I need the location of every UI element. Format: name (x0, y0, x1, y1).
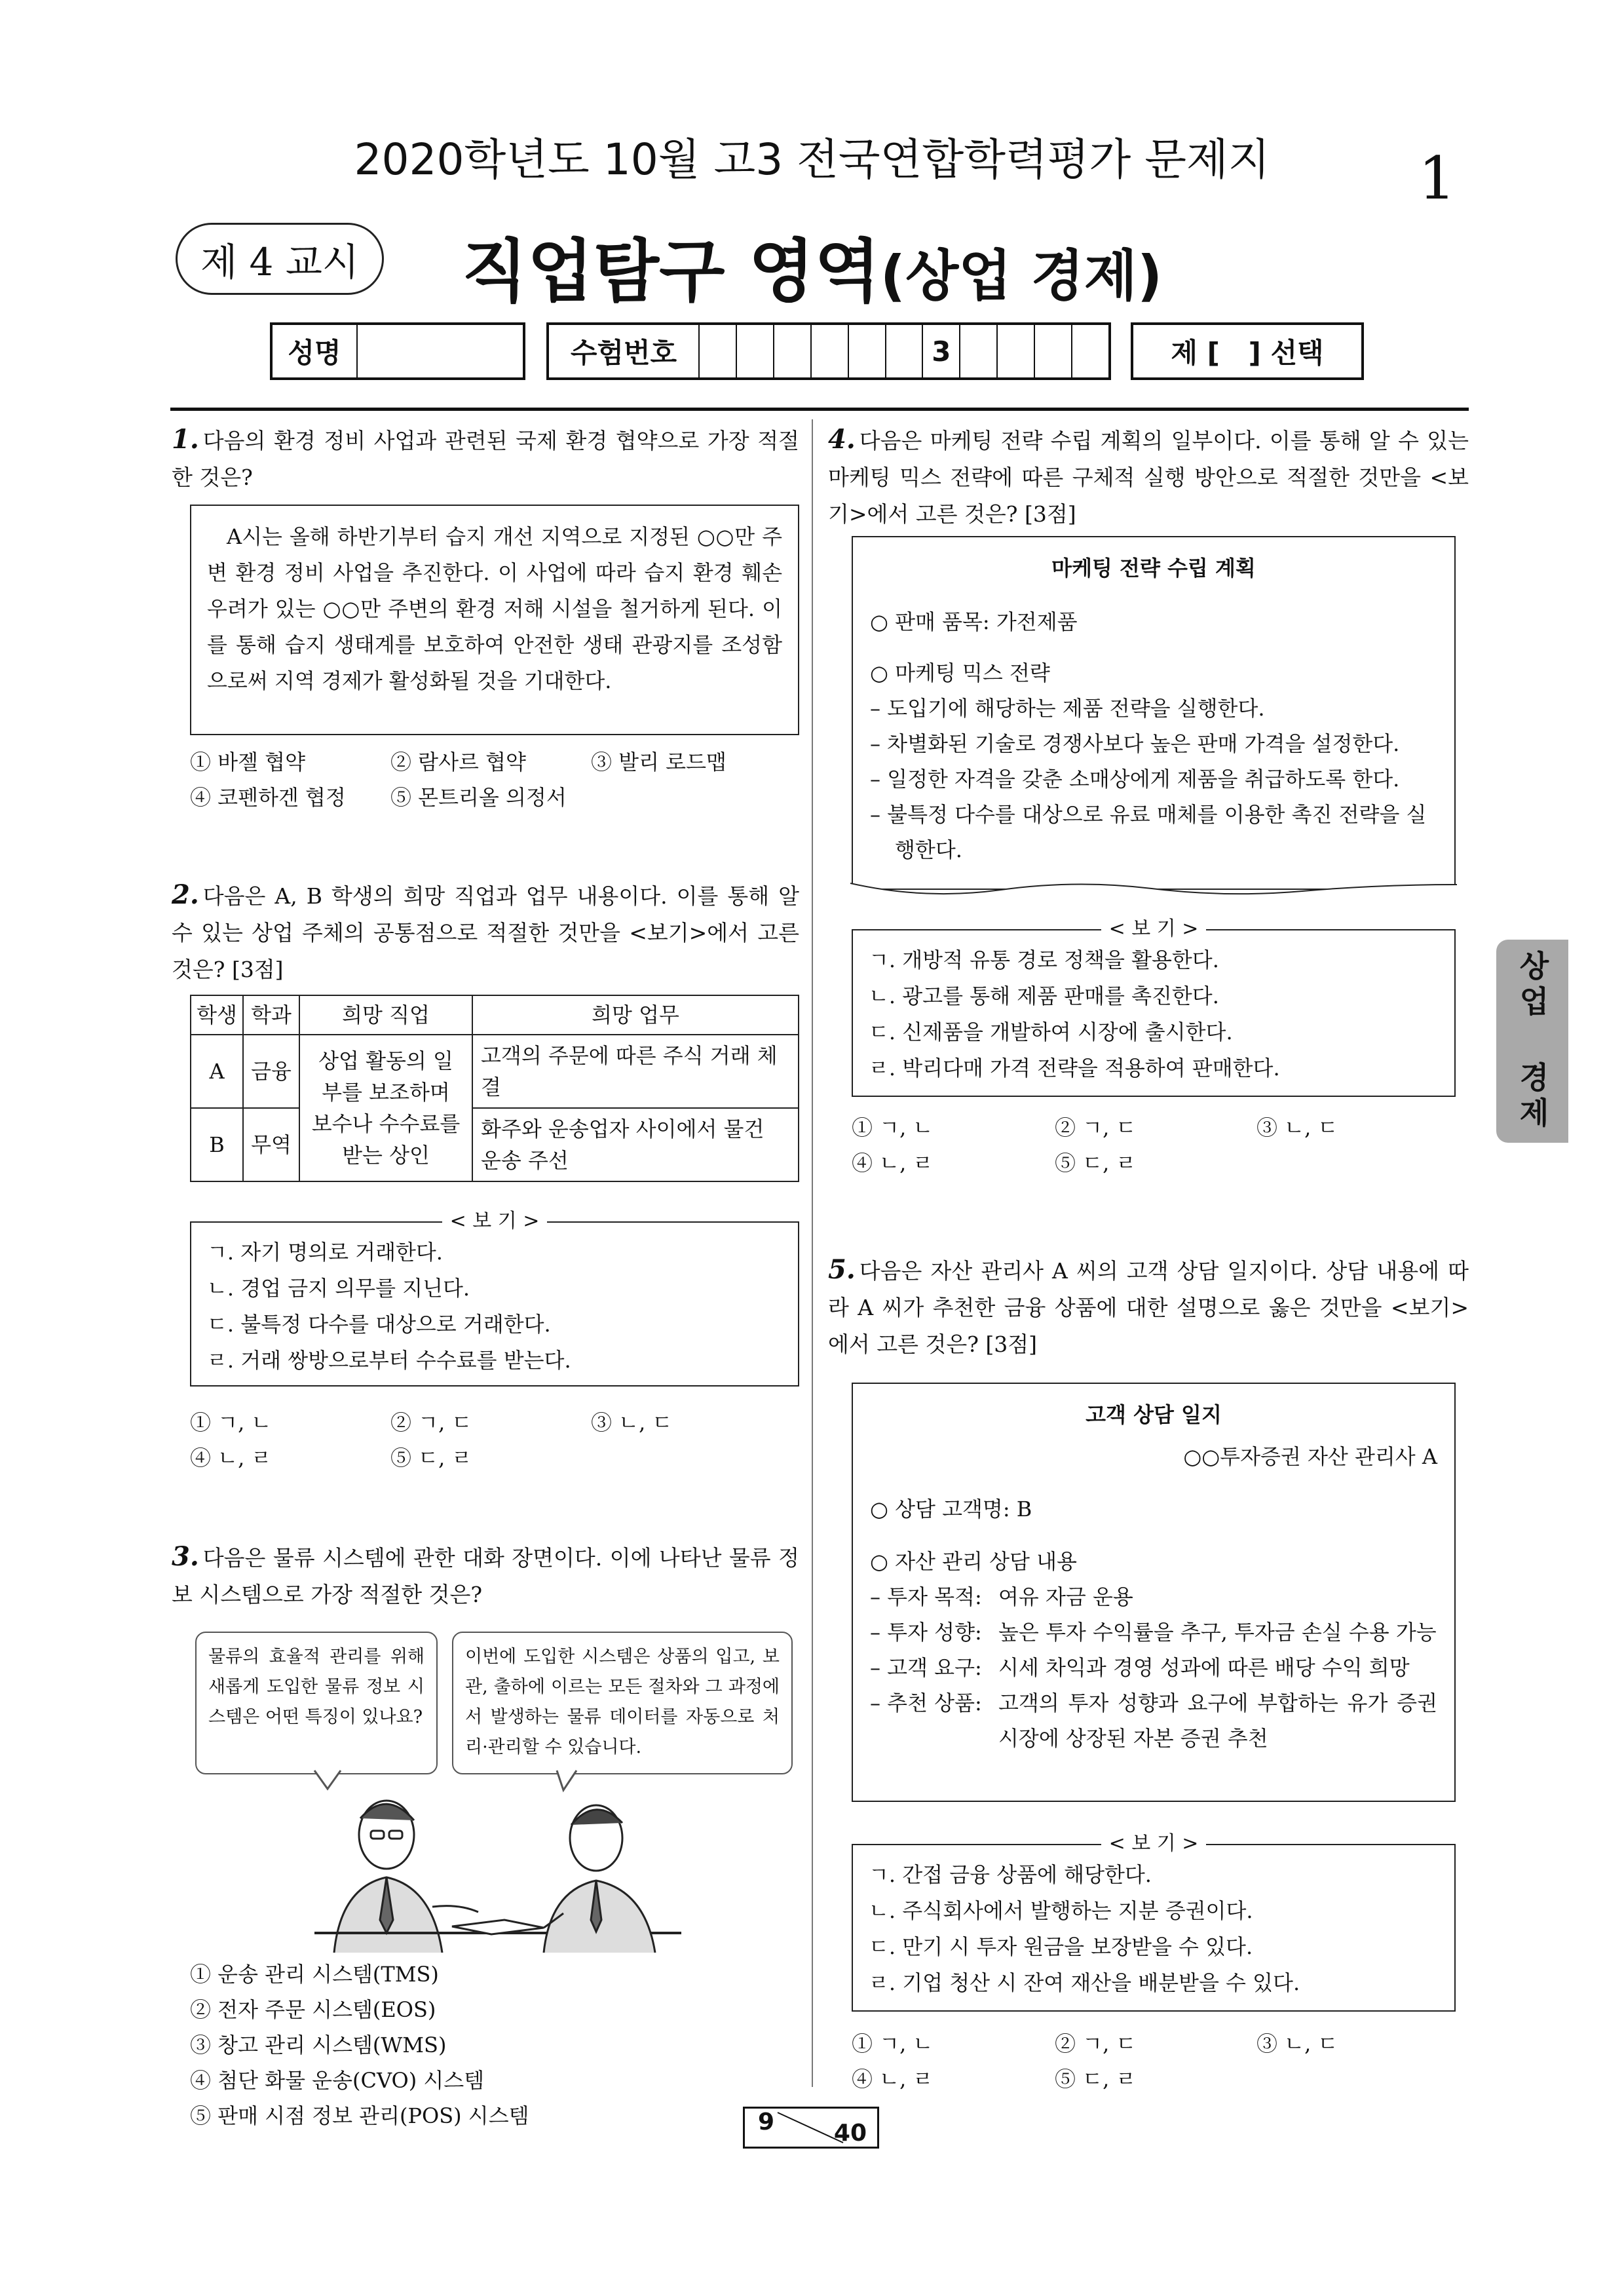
doc-row-key: – 고객 요구: (870, 1655, 982, 1680)
marketing-plan-doc (852, 536, 1456, 890)
exam-number-label: 수험번호 (549, 325, 700, 377)
bogi-item: ㄹ. 기업 청산 시 잔여 재산을 배분받을 수 있다. (869, 1970, 1300, 1995)
option-5[interactable]: ⑤ 몬트리올 의정서 (390, 785, 567, 810)
exam-number-digit[interactable] (1072, 325, 1108, 377)
subject-paren: (상업 경제) (880, 244, 1163, 308)
question-5-bogi (852, 1832, 1456, 2012)
doc-client: ○ 상담 고객명: B (870, 1497, 1032, 1521)
name-label: 성명 (273, 325, 358, 377)
exam-number-digit[interactable] (1035, 325, 1072, 377)
option-3[interactable]: ③ ㄴ, ㄷ (591, 1410, 673, 1435)
table-header-dept: 학과 (243, 995, 299, 1035)
option-3[interactable]: ③ ㄴ, ㄷ (1256, 1115, 1338, 1140)
exam-number-digit[interactable]: 3 (923, 325, 960, 377)
question-1-text: 다음의 환경 정비 사업과 관련된 국제 환경 협약으로 가장 적절한 것은? (172, 428, 799, 490)
doc-row-key: – 추천 상품: (870, 1691, 982, 1715)
option-4[interactable]: ④ ㄴ, ㄹ (852, 2067, 934, 2092)
side-tab-label: 상업 경제 (1515, 950, 1550, 1132)
bogi-item: ㄴ. 경업 금지 의무를 지닌다. (207, 1276, 470, 1301)
column-divider (812, 419, 813, 2087)
exam-number-digit[interactable] (774, 325, 812, 377)
option-2[interactable]: ② ㄱ, ㄷ (1055, 1115, 1137, 1140)
doc-content-head: ○ 자산 관리 상담 내용 (870, 1549, 1077, 1574)
speech-bubble-right: 이번에 도입한 시스템은 상품의 입고, 보관, 출하에 이르는 모든 절차와 그 과정에서 발생하는 물류 데이터를 자동으로 처리·관리할 수 있습니다. (452, 1632, 793, 1774)
bogi-item: ㄴ. 주식회사에서 발행하는 지분 증권이다. (869, 1898, 1253, 1923)
exam-number-digit[interactable] (700, 325, 737, 377)
exam-number-field[interactable] (546, 322, 1111, 380)
doc-row (870, 1579, 1437, 1615)
bogi-item: ㄷ. 신제품을 개발하여 시장에 출시한다. (869, 1020, 1233, 1044)
bogi-title: < 보 기 > (1101, 917, 1207, 940)
doc-mix-head: ○ 마케팅 믹스 전략 (870, 660, 1050, 685)
doc-row (870, 1615, 1437, 1650)
question-5-text: 다음은 자산 관리사 A 씨의 고객 상담 일지이다. 상담 내용에 따라 A 씨가 추천한 금융 상품에 대한 설명으로 옳은 것만을 <보기>에서 고른 것은? [3점] (828, 1258, 1469, 1357)
option-4[interactable]: ④ 코펜하겐 협정 (190, 785, 346, 810)
option-4[interactable]: ④ ㄴ, ㄹ (852, 1151, 934, 1176)
question-4-bogi (852, 917, 1456, 1097)
exam-number-digit[interactable] (886, 325, 924, 377)
doc-title: 마케팅 전략 수립 계획 (1051, 556, 1256, 581)
exam-number-digit[interactable] (812, 325, 849, 377)
bogi-title: < 보 기 > (1101, 1832, 1207, 1855)
bogi-item: ㄷ. 만기 시 투자 원금을 보장받을 수 있다. (869, 1934, 1253, 1959)
torn-edge (850, 882, 1457, 902)
doc-mix-line: – 차별화된 기술로 경쟁사보다 높은 판매 가격을 설정한다. (870, 731, 1400, 756)
doc-title: 고객 상담 일지 (1086, 1402, 1222, 1427)
option-2[interactable]: ② ㄱ, ㄷ (390, 1410, 472, 1435)
option-5[interactable]: ⑤ ㄷ, ㄹ (1055, 2067, 1137, 2092)
bogi-item: ㄷ. 불특정 다수를 대상으로 거래한다. (207, 1312, 551, 1337)
bogi-item: ㄴ. 광고를 통해 제품 판매를 촉진한다. (869, 984, 1219, 1008)
option-3[interactable]: ③ 발리 로드맵 (591, 750, 727, 775)
question-2-options (190, 1405, 799, 1476)
option-1[interactable]: ① 운송 관리 시스템(TMS) (190, 1962, 439, 1987)
option-5[interactable]: ⑤ ㄷ, ㄹ (390, 1445, 472, 1470)
option-3[interactable]: ③ ㄴ, ㄷ (1256, 2031, 1338, 2056)
option-5[interactable]: ⑤ ㄷ, ㄹ (1055, 1151, 1137, 1176)
bogi-item: ㄱ. 개방적 유통 경로 정책을 활용한다. (869, 947, 1219, 972)
doc-sub: ○○투자증권 자산 관리사 A (1183, 1444, 1437, 1469)
doc-row-value: 여유 자금 운용 (998, 1584, 1133, 1609)
name-cell[interactable] (358, 325, 523, 377)
question-2-table (190, 995, 799, 1182)
option-2[interactable]: ② 전자 주문 시스템(EOS) (190, 1997, 436, 2022)
doc-row-key: – 투자 목적: (870, 1584, 982, 1609)
subject-title (0, 216, 1624, 315)
current-page: 9 (758, 2109, 775, 2135)
option-5[interactable]: ⑤ 판매 시점 정보 관리(POS) 시스템 (190, 2103, 529, 2128)
table-header-student: 학생 (191, 995, 243, 1035)
exam-number-digits (700, 325, 1108, 377)
doc-row-value: 고객의 투자 성향과 요구에 부합하는 유가 증권 시장에 상장된 자본 증권 추천 (998, 1691, 1437, 1751)
session-label: 제 4 교시 (176, 223, 384, 295)
subject-main: 직업탐구 영역 (461, 231, 880, 311)
bogi-item: ㄹ. 거래 쌍방으로부터 수수료를 받는다. (207, 1348, 571, 1373)
table-cell: 금융 (243, 1035, 299, 1108)
exam-number-digit[interactable] (998, 325, 1035, 377)
question-2-text: 다음은 A, B 학생의 희망 직업과 업무 내용이다. 이를 통해 알 수 있는 상업 주체의 공통점으로 적절한 것만을 <보기>에서 고른 것은? [3점] (172, 883, 799, 982)
exam-number-digit[interactable] (849, 325, 886, 377)
doc-mix-line: – 일정한 자격을 갖춘 소매상에게 제품을 취급하도록 한다. (870, 767, 1400, 792)
header-rule (170, 408, 1469, 411)
option-3[interactable]: ③ 창고 관리 시스템(WMS) (190, 2033, 447, 2057)
doc-row-key: – 투자 성향: (870, 1620, 982, 1645)
doc-row-value: 높은 투자 수익률을 추구, 투자금 손실 수용 가능 (998, 1620, 1437, 1645)
selection-field[interactable] (1131, 322, 1364, 380)
doc-row-value: 시세 차익과 경영 성과에 따른 배당 수익 희망 (998, 1655, 1410, 1680)
bogi-item: ㄱ. 간접 금융 상품에 해당한다. (869, 1862, 1152, 1887)
question-1-number: 1. (172, 424, 199, 455)
question-5-number: 5. (828, 1254, 856, 1285)
speech-bubble-left: 물류의 효율적 관리를 위해 새롭게 도입한 물류 정보 시스템은 어떤 특징이 있나요? (195, 1632, 438, 1774)
page-number: 1 (1418, 144, 1456, 213)
question-5 (828, 1252, 1469, 1363)
question-2-number: 2. (172, 879, 199, 910)
option-2[interactable]: ② ㄱ, ㄷ (1055, 2031, 1137, 2056)
doc-row (870, 1650, 1437, 1685)
question-4-text: 다음은 마케팅 전략 수립 계획의 일부이다. 이를 통해 알 수 있는 마케팅 믹스 전략에 따른 구체적 실행 방안으로 적절한 것만을 <보기>에서 고른 것은? [3점] (828, 428, 1469, 527)
doc-mix-line: – 도입기에 해당하는 제품 전략을 실행한다. (870, 696, 1265, 721)
table-cell: 화주와 운송업자 사이에서 물건 운송 주선 (472, 1108, 799, 1181)
table-cell: 고객의 주문에 따른 주식 거래 체결 (472, 1035, 799, 1108)
question-2 (172, 877, 799, 988)
table-header-duty: 희망 업무 (472, 995, 799, 1035)
question-2-bogi (190, 1210, 799, 1387)
question-3-number: 3. (172, 1541, 199, 1572)
table-header-job: 희망 직업 (299, 995, 472, 1035)
doc-item: ○ 판매 품목: 가전제품 (870, 609, 1078, 634)
question-4 (828, 421, 1469, 533)
option-1[interactable]: ① ㄱ, ㄴ (852, 2031, 934, 2056)
consult-log-doc (852, 1383, 1456, 1802)
bogi-title: < 보 기 > (442, 1210, 548, 1233)
table-cell: 무역 (243, 1108, 299, 1181)
exam-title: 2020학년도 10월 고3 전국연합학력평가 문제지 (354, 134, 1270, 185)
meeting-illustration (288, 1763, 708, 1953)
table-cell-merged-job: 상업 활동의 일부를 보조하며 보수나 수수료를 받는 상인 (299, 1035, 472, 1181)
total-pages: 40 (833, 2120, 867, 2147)
option-1[interactable]: ① ㄱ, ㄴ (852, 1115, 934, 1140)
bogi-item: ㄱ. 자기 명의로 거래한다. (207, 1240, 443, 1265)
option-4[interactable]: ④ 첨단 화물 운송(CVO) 시스템 (190, 2068, 485, 2093)
name-field[interactable] (270, 322, 525, 380)
page-counter (743, 2107, 879, 2149)
question-1-passage: A시는 올해 하반기부터 습지 개선 지역으로 지정된 ○○만 주변 환경 정비 사업을 추진한다. 이 사업에 따라 습지 환경 훼손 우려가 있는 ○○만 주변의 환경 저해 시설을 철거하게 된다. 이를 통해 습지 생태계를 보호하여 안전한 생태 관광지를 조성함으로써 지역 경제가 활성화될 것을 기대한다. (190, 505, 799, 735)
question-5-options (852, 2026, 1456, 2097)
question-1-options (190, 744, 799, 815)
subject-side-tab (1496, 940, 1568, 1143)
doc-mix-line: – 불특정 다수를 대상으로 유료 매체를 이용한 촉진 전략을 실행한다. (870, 802, 1427, 862)
question-3-options (190, 1957, 799, 2133)
question-3 (172, 1539, 799, 1613)
table-cell: A (191, 1035, 243, 1108)
question-4-number: 4. (828, 424, 856, 455)
exam-number-digit[interactable] (737, 325, 774, 377)
option-1[interactable]: ① 바젤 협약 (190, 750, 305, 775)
option-2[interactable]: ② 람사르 협약 (390, 750, 526, 775)
bogi-item: ㄹ. 박리다매 가격 전략을 적용하여 판매한다. (869, 1056, 1280, 1081)
question-3-text: 다음은 물류 시스템에 관한 대화 장면이다. 이에 나타난 물류 정보 시스템으로 가장 적절한 것은? (172, 1545, 799, 1607)
table-cell: B (191, 1108, 243, 1181)
exam-number-digit[interactable] (960, 325, 998, 377)
option-4[interactable]: ④ ㄴ, ㄹ (190, 1445, 272, 1470)
selection-label: 제 [ ] 선택 (1171, 337, 1324, 369)
doc-row (870, 1685, 1437, 1756)
option-1[interactable]: ① ㄱ, ㄴ (190, 1410, 272, 1435)
question-1 (172, 421, 799, 496)
question-4-options (852, 1110, 1456, 1181)
